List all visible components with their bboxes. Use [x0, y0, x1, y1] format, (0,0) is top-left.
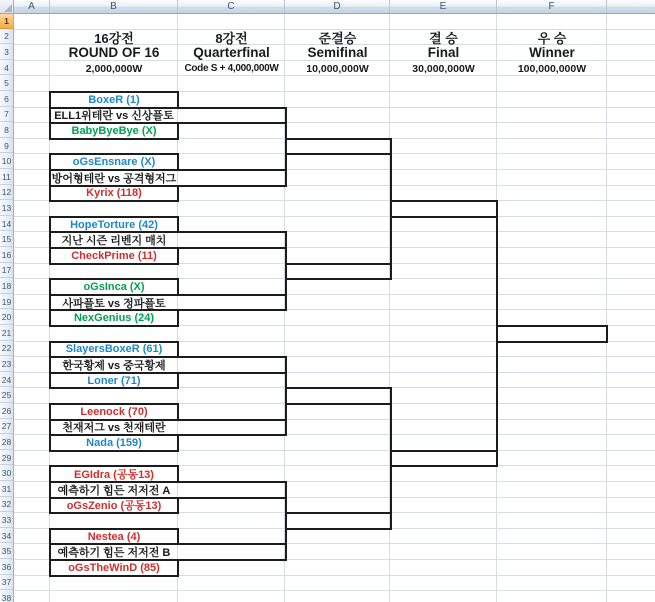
row-header-strip	[0, 14, 14, 602]
column-header-clipped[interactable]	[607, 0, 655, 13]
row-header-12[interactable]: 12	[0, 186, 13, 201]
player-cell[interactable]: Nada (159)	[86, 436, 142, 449]
round-title-en-D[interactable]: Semifinal	[307, 45, 368, 61]
match-desc-cell[interactable]: 지난 시즌 리벤지 매치	[61, 235, 167, 248]
round-title-ko-B[interactable]: 16강전	[94, 30, 134, 46]
round-prize-E[interactable]: 30,000,000W	[412, 62, 475, 75]
select-all-corner[interactable]	[0, 0, 14, 14]
row-header-1[interactable]: 1	[0, 14, 13, 29]
round-prize-D[interactable]: 10,000,000W	[306, 62, 369, 75]
row-header-28[interactable]: 28	[0, 435, 13, 450]
row-header-26[interactable]: 26	[0, 404, 13, 419]
column-header-E[interactable]: E	[390, 0, 497, 13]
round-prize-C[interactable]: Code S + 4,000,000W	[184, 63, 279, 75]
row-header-7[interactable]: 7	[0, 108, 13, 123]
bracket-connector-line	[390, 387, 392, 529]
round-prize-F[interactable]: 100,000,000W	[517, 62, 587, 75]
row-header-3[interactable]: 3	[0, 45, 13, 60]
row-header-10[interactable]: 10	[0, 154, 13, 169]
row-header-22[interactable]: 22	[0, 342, 13, 357]
row-header-37[interactable]: 37	[0, 576, 13, 591]
row-header-20[interactable]: 20	[0, 310, 13, 325]
row-header-17[interactable]: 17	[0, 264, 13, 279]
column-header-A[interactable]: A	[14, 0, 50, 13]
row-header-31[interactable]: 31	[0, 482, 13, 497]
row-header-18[interactable]: 18	[0, 279, 13, 294]
match-desc-cell[interactable]: 예측하기 힘든 저저전 A	[57, 484, 171, 497]
row-header-38[interactable]: 38	[0, 591, 13, 602]
qf-winner-slot[interactable]	[285, 263, 392, 281]
row-header-9[interactable]: 9	[0, 139, 13, 154]
row-header-32[interactable]: 32	[0, 498, 13, 513]
player-cell[interactable]: Leenock (70)	[80, 405, 148, 418]
column-header-B[interactable]: B	[50, 0, 178, 13]
row-header-15[interactable]: 15	[0, 232, 13, 247]
row-header-36[interactable]: 36	[0, 560, 13, 575]
player-cell[interactable]: oGsTheWinD (85)	[68, 561, 160, 574]
row-header-14[interactable]: 14	[0, 217, 13, 232]
player-cell[interactable]: BabyByeBye (X)	[71, 124, 157, 137]
row-header-34[interactable]: 34	[0, 529, 13, 544]
row-header-29[interactable]: 29	[0, 451, 13, 466]
bracket-connector-line	[496, 200, 498, 467]
player-cell[interactable]: Nestea (4)	[87, 530, 141, 543]
player-cell[interactable]: oGsEnsnare (X)	[72, 156, 156, 169]
round-title-en-E[interactable]: Final	[427, 45, 460, 61]
bracket-connector-line	[285, 107, 287, 187]
player-cell[interactable]: HopeTorture (42)	[70, 218, 158, 231]
match-desc-cell[interactable]: 방어형테란 vs 공격형저그	[51, 172, 177, 185]
round-title-ko-E[interactable]: 결 승	[429, 30, 458, 46]
row-header-19[interactable]: 19	[0, 295, 13, 310]
row-header-33[interactable]: 33	[0, 513, 13, 528]
qf-winner-slot[interactable]	[285, 512, 392, 530]
player-cell[interactable]: CheckPrime (11)	[71, 249, 157, 262]
column-header-D[interactable]: D	[285, 0, 390, 13]
round-title-ko-D[interactable]: 준결승	[318, 30, 357, 46]
bracket-connector-line	[285, 481, 287, 561]
row-header-21[interactable]: 21	[0, 326, 13, 341]
qf-winner-slot[interactable]	[285, 138, 392, 156]
bracket-connector-line	[285, 231, 287, 311]
gridline-horizontal	[14, 590, 655, 591]
sf-winner-slot[interactable]	[390, 450, 498, 468]
row-header-24[interactable]: 24	[0, 373, 13, 388]
row-header-13[interactable]: 13	[0, 201, 13, 216]
match-desc-cell[interactable]: 예측하기 힘든 저저전 B	[57, 547, 171, 560]
player-cell[interactable]: oGsInca (X)	[83, 280, 145, 293]
column-header-strip	[0, 0, 655, 14]
column-header-F[interactable]: F	[497, 0, 607, 13]
round-title-ko-F[interactable]: 우 승	[537, 30, 567, 46]
player-cell[interactable]: EGIdra (공동13)	[74, 469, 154, 482]
gridline-vertical	[606, 14, 607, 602]
player-cell[interactable]: SlayersBoxeR (61)	[65, 343, 163, 356]
row-header-6[interactable]: 6	[0, 92, 13, 107]
row-header-2[interactable]: 2	[0, 30, 13, 45]
row-header-5[interactable]: 5	[0, 76, 13, 91]
round-title-en-F[interactable]: Winner	[529, 45, 575, 61]
row-header-8[interactable]: 8	[0, 123, 13, 138]
round-prize-B[interactable]: 2,000,000W	[85, 62, 143, 75]
bracket-connector-line	[285, 356, 287, 436]
row-header-35[interactable]: 35	[0, 544, 13, 559]
column-header-C[interactable]: C	[178, 0, 285, 13]
row-header-27[interactable]: 27	[0, 420, 13, 435]
round-title-en-B[interactable]: ROUND OF 16	[68, 45, 160, 61]
qf-winner-slot[interactable]	[285, 387, 392, 405]
row-header-11[interactable]: 11	[0, 170, 13, 185]
match-desc-cell[interactable]: 사파플토 vs 정파플토	[62, 297, 166, 310]
player-cell[interactable]: Loner (71)	[87, 374, 141, 387]
row-header-23[interactable]: 23	[0, 357, 13, 372]
player-cell[interactable]: NexGenius (24)	[73, 312, 155, 325]
row-header-30[interactable]: 30	[0, 466, 13, 481]
match-desc-cell[interactable]: ELL1위테란 vs 신상플토	[54, 110, 174, 123]
final-winner-slot[interactable]	[496, 325, 608, 343]
bracket-connector-line	[390, 138, 392, 280]
sf-winner-slot[interactable]	[390, 200, 498, 218]
row-header-16[interactable]: 16	[0, 248, 13, 263]
row-header-25[interactable]: 25	[0, 388, 13, 403]
match-desc-cell[interactable]: 천재저그 vs 천재테란	[62, 422, 166, 435]
player-cell[interactable]: oGsZenio (공동13)	[66, 500, 162, 513]
round-title-en-C[interactable]: Quarterfinal	[193, 45, 270, 61]
row-header-4[interactable]: 4	[0, 61, 13, 76]
round-title-ko-C[interactable]: 8강전	[215, 30, 248, 46]
match-desc-cell[interactable]: 한국황제 vs 중국황제	[62, 359, 166, 372]
player-cell[interactable]: Kyrix (118)	[86, 187, 142, 200]
player-cell[interactable]: BoxeR (1)	[88, 93, 140, 106]
